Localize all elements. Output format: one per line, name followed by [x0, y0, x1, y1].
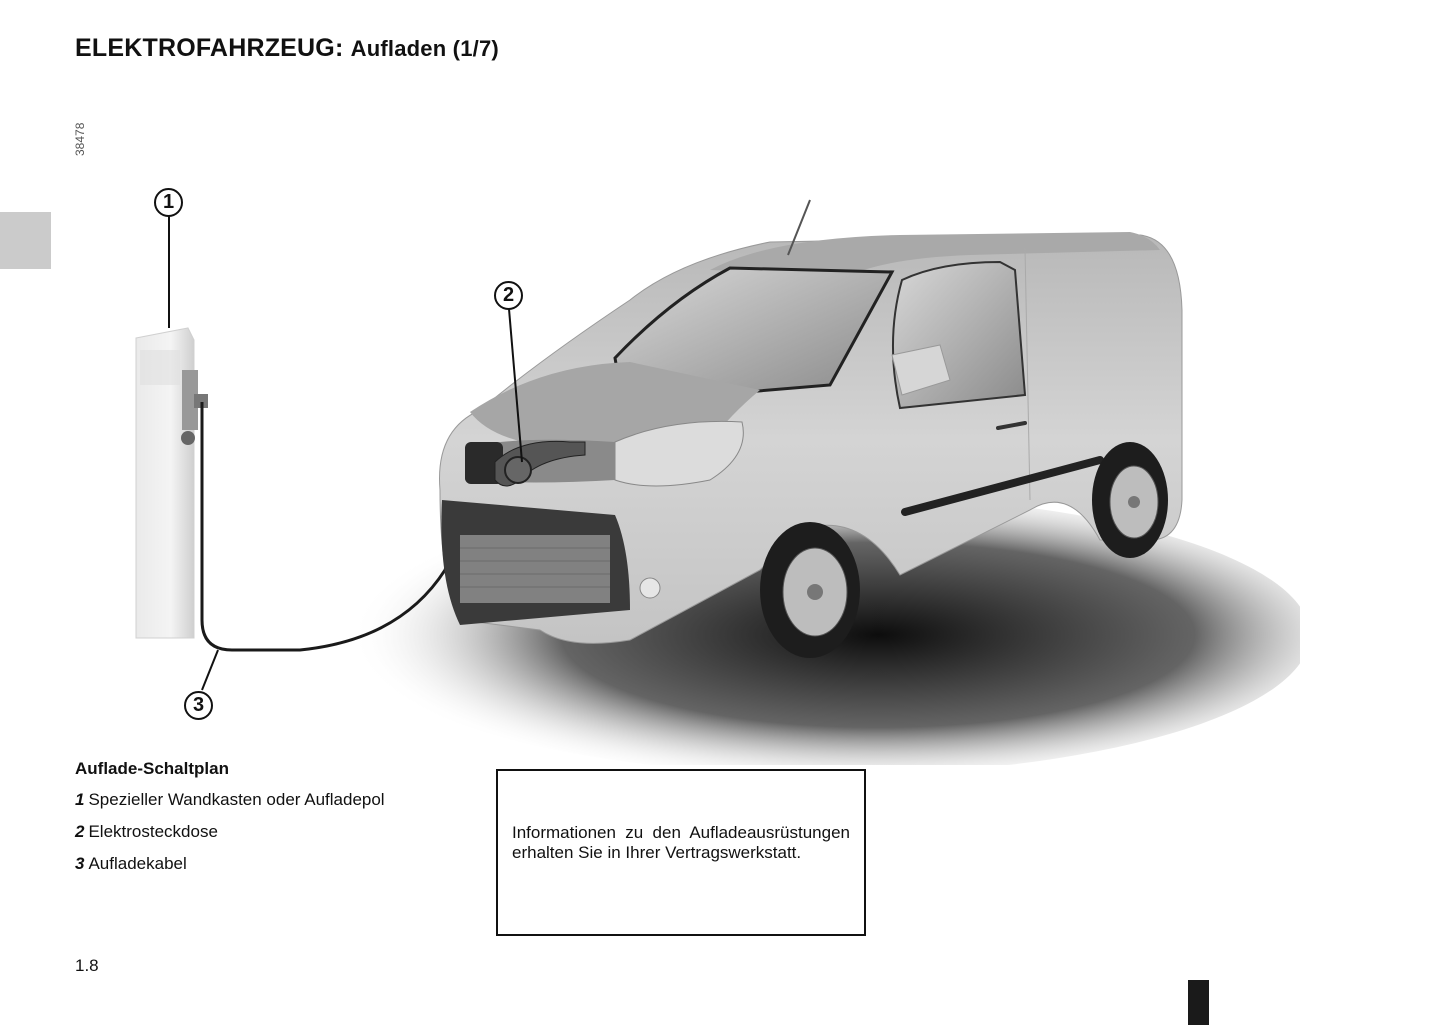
- legend-item-number: 2: [75, 822, 85, 841]
- page-title-main: ELEKTROFAHRZEUG:: [75, 34, 344, 62]
- legend-item-number: 1: [75, 790, 85, 809]
- callout-1: 1: [154, 188, 183, 217]
- callout-2: 2: [494, 281, 523, 310]
- legend-item: [75, 791, 385, 808]
- charging-illustration: [70, 180, 1300, 765]
- info-box: [496, 769, 866, 936]
- legend-title: Auflade-Schaltplan: [75, 759, 229, 778]
- page-title: [75, 34, 499, 63]
- page-title-sub: Aufladen (1/7): [350, 36, 499, 61]
- legend-item: [75, 823, 385, 840]
- section-tab: [0, 212, 51, 269]
- legend-item-label: Spezieller Wandkasten oder Aufladepol: [88, 790, 385, 809]
- legend-item-label: Aufladekabel: [88, 854, 187, 873]
- charging-post: [136, 328, 208, 638]
- info-box-text: Informationen zu den Aufladeausrüstungen erhalten Sie in Ihrer Vertragswerkstatt.: [512, 823, 850, 863]
- thumb-tab: [1188, 980, 1209, 1025]
- legend: [75, 760, 385, 887]
- legend-item: [75, 855, 385, 872]
- legend-item-number: 3: [75, 854, 85, 873]
- page-number: 1.8: [75, 956, 99, 975]
- figure-id: 38478: [73, 122, 87, 156]
- leader-line-3: [202, 650, 218, 690]
- legend-item-label: Elektrosteckdose: [88, 822, 218, 841]
- callout-3: 3: [184, 691, 213, 720]
